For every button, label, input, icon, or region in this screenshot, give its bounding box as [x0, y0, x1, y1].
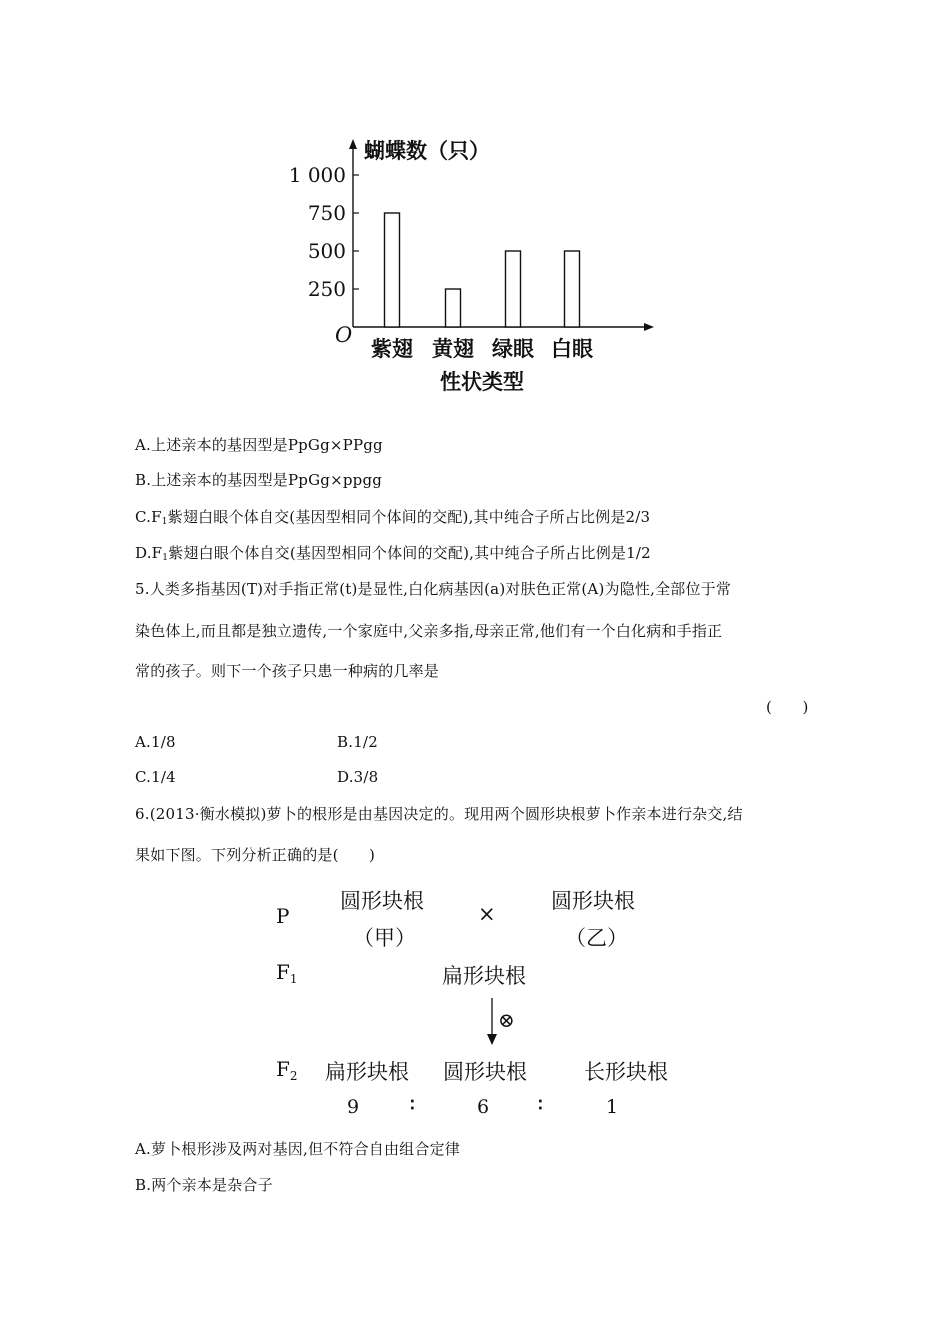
category-label: 紫翅	[371, 337, 413, 361]
cross-symbol: ×	[478, 902, 496, 926]
f2-phenotype-2: 圆形块根	[443, 1060, 527, 1084]
category-label: 黄翅	[432, 337, 474, 361]
bar	[506, 251, 521, 327]
q6-stem-line1: 6.(2013·衡水模拟)萝卜的根形是由基因决定的。现用两个圆形块根萝卜作亲本进行杂交,结	[135, 805, 743, 823]
f2-phenotype-1: 扁形块根	[325, 1060, 409, 1084]
q5-stem-line2: 染色体上,而且都是独立遗传,一个家庭中,父亲多指,母亲正常,他们有一个白化病和手指正	[135, 622, 723, 640]
f2-phenotype-3: 长形块根	[584, 1060, 668, 1084]
parent1-tag: （甲）	[353, 926, 416, 950]
chart-y-ticks	[289, 163, 359, 301]
x-axis-arrow-icon	[644, 323, 654, 331]
q5-stem-line3: 常的孩子。则下一个孩子只患一种病的几率是	[135, 662, 440, 680]
parent1-phenotype: 圆形块根	[340, 889, 424, 913]
ratio-value-3: 1	[606, 1096, 619, 1118]
chart-y-axis-label: 蝴蝶数（只）	[364, 139, 490, 163]
q5-option-a: A.1/8	[135, 733, 176, 751]
ratio-separator-1: ∶	[410, 1095, 415, 1116]
q5-option-b: B.1/2	[337, 733, 378, 751]
f1-generation-label: $F_1$	[276, 960, 298, 986]
chart-bars	[385, 213, 580, 327]
q4-option-b: B.上述亲本的基因型是PpGg×ppgg	[135, 471, 383, 489]
bar	[565, 251, 580, 327]
bar	[446, 289, 461, 327]
ratio-separator-2: ∶	[538, 1095, 543, 1116]
category-label: 绿眼	[492, 337, 534, 361]
q6-option-a: A.萝卜根形涉及两对基因,但不符合自由组合定律	[135, 1140, 460, 1158]
butterfly-bar-chart	[280, 125, 680, 400]
f2-generation-label: $F_2$	[276, 1057, 298, 1083]
y-tick-label: 750	[307, 201, 346, 225]
y-tick-label: 500	[307, 239, 346, 263]
chart-category-labels	[371, 337, 593, 361]
category-label: 白眼	[551, 337, 593, 361]
y-tick-label: 1 000	[288, 163, 346, 187]
ratio-value-1: 9	[347, 1096, 360, 1118]
chart-origin-label: O	[335, 323, 353, 347]
q4-option-a: A.上述亲本的基因型是PpGg×PPgg	[135, 436, 383, 454]
y-tick-label: 250	[307, 277, 346, 301]
q6-option-b: B.两个亲本是杂合子	[135, 1176, 273, 1194]
chart-x-axis-label: 性状类型	[440, 370, 524, 394]
q5-stem-line1: 5.人类多指基因(T)对手指正常(t)是显性,白化病基因(a)对肤色正常(A)为隐性,全部位于常	[135, 580, 732, 598]
q5-option-d: D.3/8	[337, 768, 379, 786]
parent2-phenotype: 圆形块根	[551, 889, 635, 913]
bar	[385, 213, 400, 327]
q5-answer-paren: ( )	[766, 698, 809, 716]
parent2-tag: （乙）	[565, 926, 628, 950]
ratio-value-2: 6	[477, 1096, 490, 1118]
q4-option-c: $C.F_1$紫翅白眼个体自交(基因型相同个体间的交配),其中纯合子所占比例是2/3	[135, 508, 651, 527]
q6-stem-line2: 果如下图。下列分析正确的是( )	[135, 846, 376, 864]
p-generation-label: P	[276, 904, 290, 928]
y-axis-arrow-icon	[349, 139, 357, 149]
q5-option-c: C.1/4	[135, 768, 176, 786]
f1-phenotype: 扁形块根	[442, 964, 526, 988]
selfing-icon: ⊗	[498, 1008, 515, 1032]
q4-option-d: $D.F_1$紫翅白眼个体自交(基因型相同个体间的交配),其中纯合子所占比例是1/2	[135, 544, 651, 563]
